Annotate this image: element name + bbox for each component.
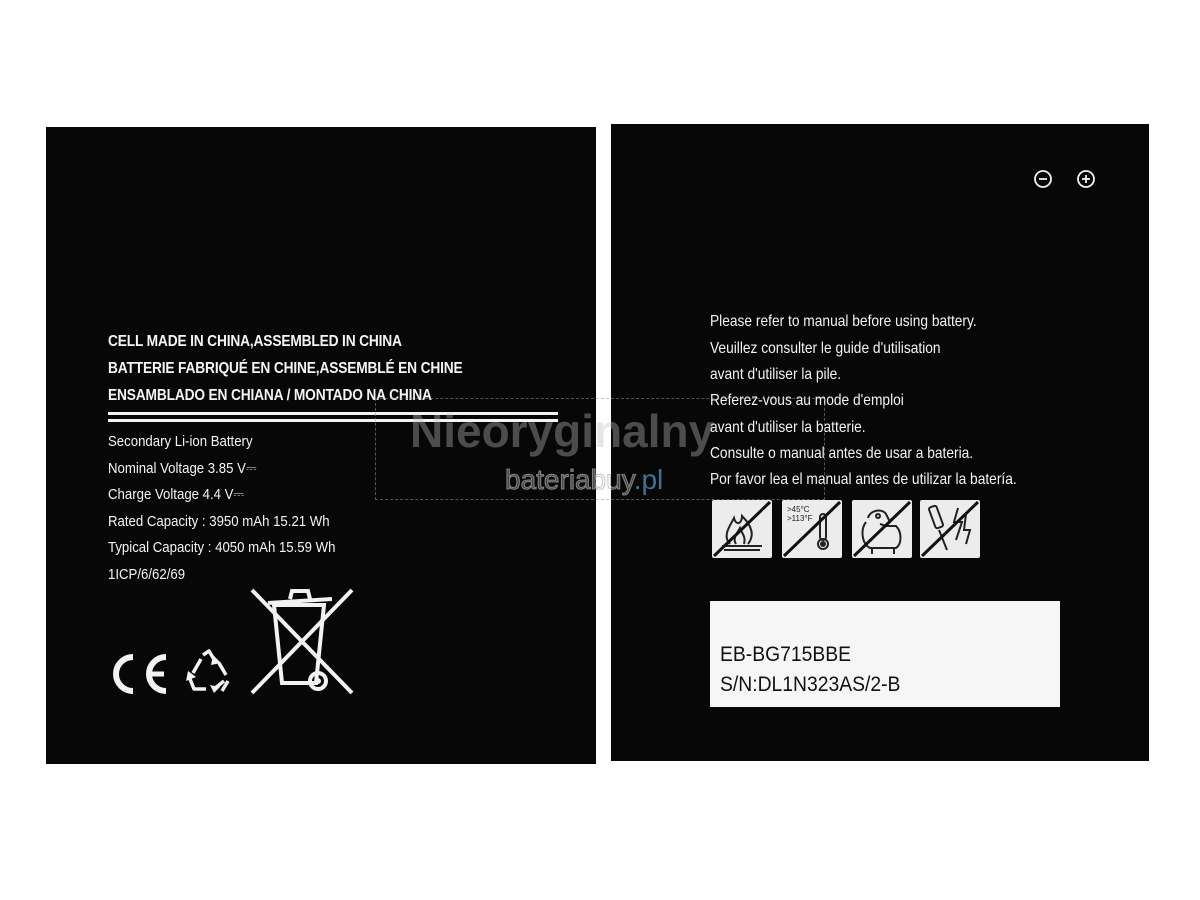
warning-line-7: Por favor lea el manual antes de utilizar la batería. <box>710 471 1017 488</box>
origin-line-fr: BATTERIE FABRIQUÉ EN CHINE,ASSEMBLÉ EN CHINE <box>108 360 463 377</box>
origin-line-es: ENSAMBLADO EN CHIANA / MONTADO NA CHINA <box>108 387 432 404</box>
recycle-icon <box>184 649 234 695</box>
watermark-domain-tld: .pl <box>633 464 664 495</box>
no-fire-icon <box>712 500 772 558</box>
warning-line-3: avant d'utiliser la pile. <box>710 366 842 383</box>
spec-charge-voltage: Charge Voltage 4.4 V⎓ <box>108 486 245 503</box>
origin-line-en: CELL MADE IN CHINA,ASSEMBLED IN CHINA <box>108 333 402 350</box>
warning-line-4: Referez-vous au mode d'emploi <box>710 392 904 409</box>
spec-nominal-voltage: Nominal Voltage 3.85 V⎓ <box>108 460 257 477</box>
warning-line-6: Consulte o manual antes de usar a bateria. <box>710 445 974 462</box>
model-serial-sticker <box>710 601 1060 707</box>
no-heat-icon <box>782 500 842 558</box>
warning-line-5: avant d'utiliser la batterie. <box>710 419 866 436</box>
heat-limit-celsius: >45°C <box>787 505 810 514</box>
spec-rated-capacity: Rated Capacity : 3950 mAh 15.21 Wh <box>108 513 330 530</box>
heat-limit-fahrenheit: >113°F <box>787 514 813 523</box>
spec-cell-code: 1ICP/6/62/69 <box>108 566 186 583</box>
ce-mark-icon <box>106 649 174 699</box>
spec-typical-capacity: Typical Capacity : 4050 mAh 15.59 Wh <box>108 539 336 556</box>
serial-number: S/N:DL1N323AS/2-B <box>720 673 901 696</box>
warning-line-1: Please refer to manual before using battery. <box>710 313 977 330</box>
spec-type: Secondary Li-ion Battery <box>108 433 253 450</box>
no-puncture-icon <box>920 500 980 558</box>
crossed-out-bin-icon <box>246 587 356 697</box>
watermark-domain-name: bateriabuy <box>505 464 634 495</box>
no-pets-icon <box>852 500 912 558</box>
watermark-domain <box>505 464 663 496</box>
warning-line-2: Veuillez consulter le guide d'utilisation <box>710 340 941 357</box>
minus-terminal-icon <box>1034 170 1052 188</box>
model-number: EB-BG715BBE <box>720 643 852 666</box>
plus-terminal-icon <box>1077 170 1095 188</box>
watermark-text: Nieoryginalny <box>410 405 715 457</box>
